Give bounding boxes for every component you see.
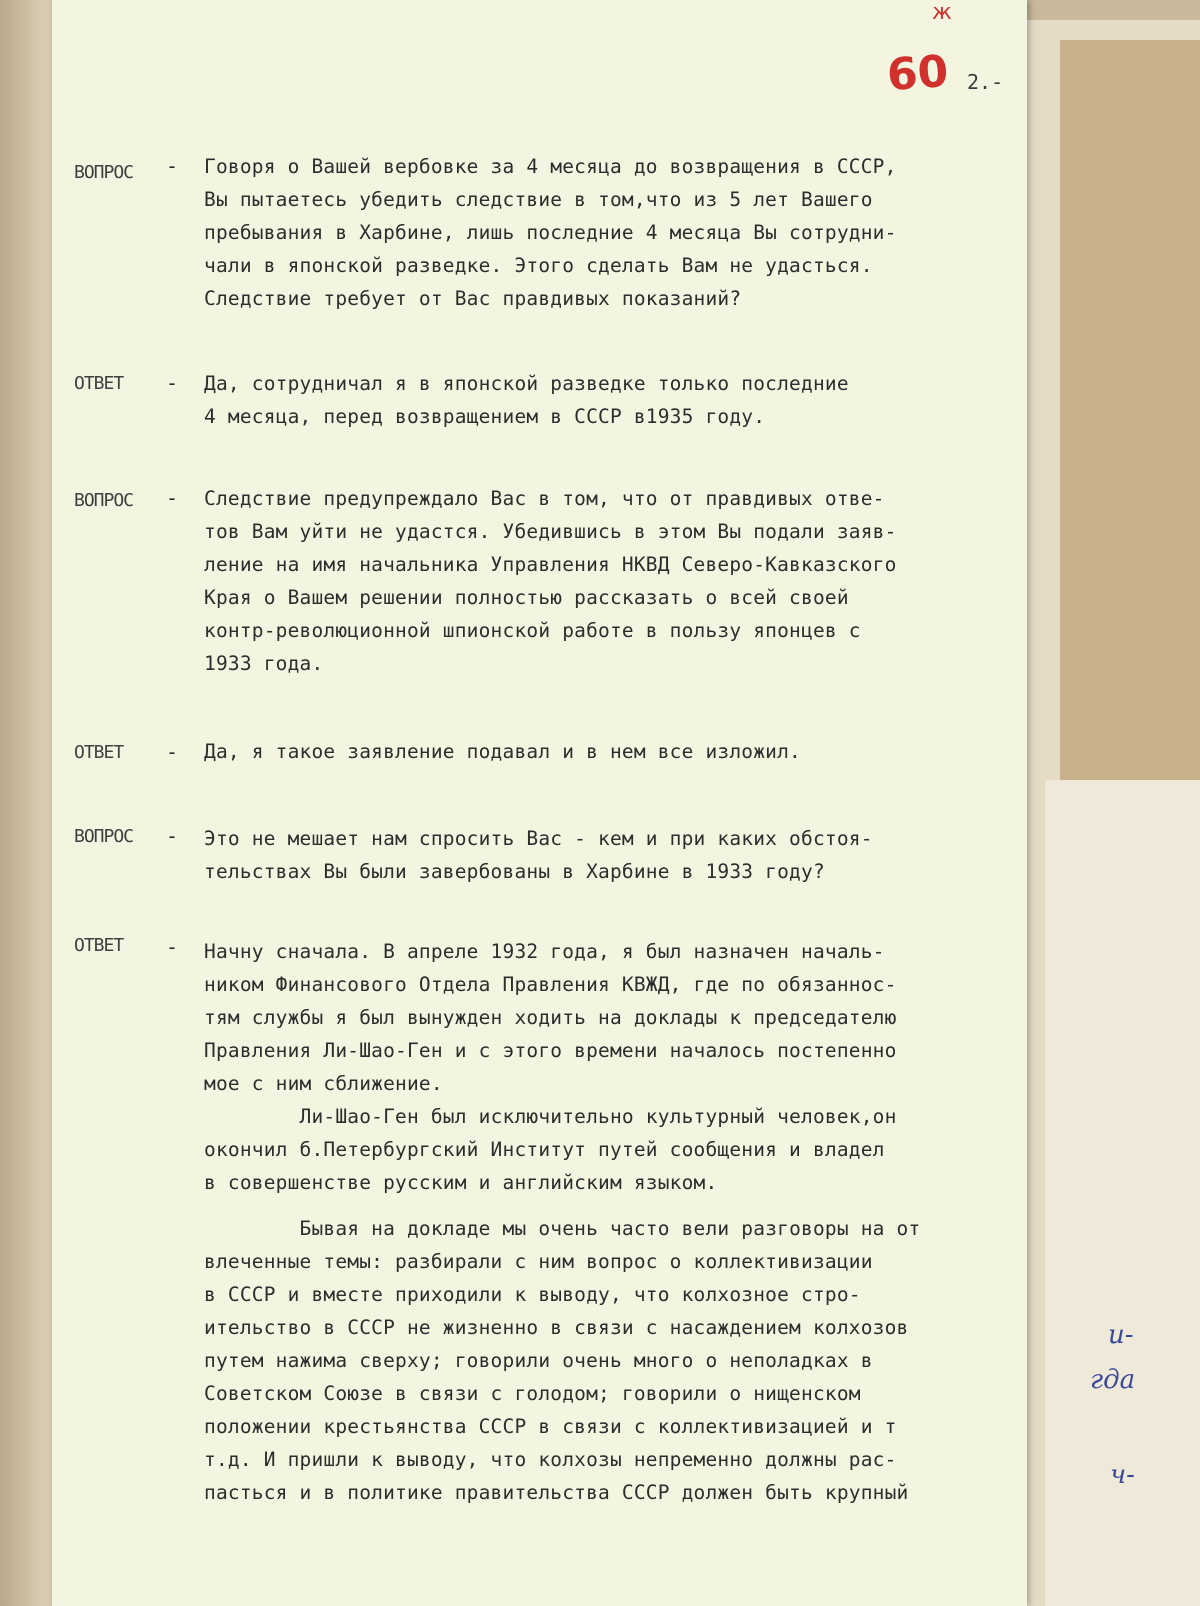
entry-text: Начну сначала. В апреле 1932 года, я был назначен началь- ником Финансового Отдела Правления КВЖД, где по обязаннос- тям службы я был вынужден ходить на доклады к председателю Правления Ли-Шао-Ген и с этого времени началось постепенно мое с ним сближение. Ли-Шао-Ген был исключительно культурный человек,он окончил б.Петербургский Институт путей сообщения и владел в совершенстве русским и английским языком. — [204, 940, 897, 1194]
final-paragraph: Бывая на докладе мы очень часто вели разговоры на от влеченные темы: разбирали с ним вопрос о коллективизации в СССР и вместе приходили к выводу, что колхозное стро- ительство в СССР не жизненно в связи с насаждением колхозов путем нажима сверху; говорили очень много о неполадках в Советском Союзе в связи с голодом; говорили о нищенском положении крестьянства СССР в связи с коллективизацией и т т.д. И пришли к выводу, что колхозы непременно должны рас- пасться и в политике правительства СССР должен быть крупный — [204, 1217, 921, 1504]
top-red-mark: ж — [932, 0, 952, 25]
typed-document-page — [52, 0, 1027, 1606]
entry-label: ОТВЕТ — [74, 742, 124, 763]
entry-label: ВОПРОС — [74, 826, 134, 847]
entry-label: ВОПРОС — [74, 162, 134, 183]
entry-dash: - — [166, 154, 179, 178]
entry-dash: - — [166, 740, 179, 764]
entry-label: ОТВЕТ — [74, 373, 124, 394]
entry-label: ОТВЕТ — [74, 935, 124, 956]
margin-scribble: и- — [1108, 1320, 1134, 1350]
entry-dash: - — [166, 371, 179, 395]
margin-scribble: ч- — [1110, 1460, 1135, 1490]
sheet-number: 2.- — [967, 70, 1004, 94]
entry-text: Это не мешает нам спросить Вас - кем и при каких обстоя- тельствах Вы были завербованы в Харбине в 1933 году? — [204, 827, 873, 883]
background-folder — [1060, 40, 1200, 780]
entry-dash: - — [166, 824, 179, 848]
entry-text: Следствие предупреждало Вас в том, что от правдивых отве- тов Вам уйти не удастся. Убедившись в этом Вы подали заяв- ление на имя начальника Управления НКВД Северо-Кавказского Края о Вашем решении полностью рассказать о всей своей контр-революционной шпионской работе в пользу японцев с 1933 года. — [204, 487, 897, 675]
entry-dash: - — [166, 486, 179, 510]
entry-text: Да, я такое заявление подавал и в нем все изложил. — [204, 740, 801, 763]
entry-text: Да, сотрудничал я в японской разведке только последние 4 месяца, перед возвращением в СССР в1935 году. — [204, 372, 849, 428]
page-stamp-number: 60 — [885, 45, 950, 102]
entry-dash: - — [166, 935, 179, 959]
margin-scribble: гда — [1090, 1365, 1136, 1395]
entry-text: Говоря о Вашей вербовке за 4 месяца до возвращения в СССР, Вы пытаетесь убедить следствие в том,что из 5 лет Вашего пребывания в Харбине, лишь последние 4 месяца Вы сотрудни- чали в японской разведке. Этого сделать Вам не удасться. Следствие требует от Вас правдивых показаний? — [204, 155, 897, 310]
entry-label: ВОПРОС — [74, 490, 134, 511]
